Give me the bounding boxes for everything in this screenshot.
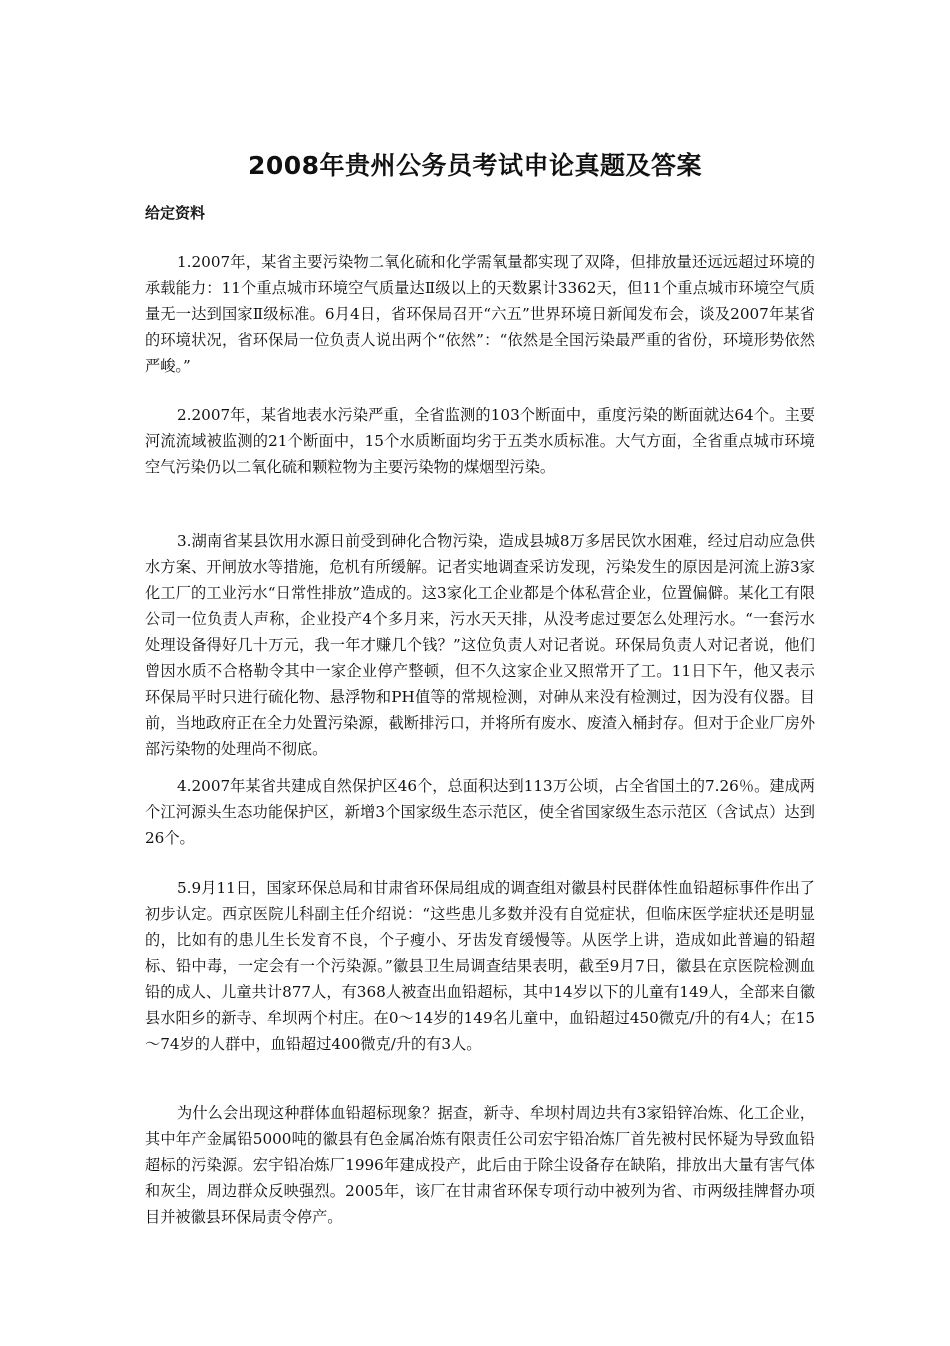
paragraph-2: 2.2007年，某省地表水污染严重，全省监测的103个断面中，重度污染的断面就达64个。主要河流流域被监测的21个断面中，15个水质断面均劣于五类水质标准。大气方面，全省重点城市环境空气污染仍以二氧化硫和颗粒物为主要污染物的煤烟型污染。: [145, 406, 815, 476]
paragraph-4: 4.2007年某省共建成自然保护区46个，总面积达到113万公顷，占全省国土的7.26％。建成两个江河源头生态功能保护区，新增3个国家级生态示范区，使全省国家级生态示范区（含试点）达到26个。: [145, 777, 815, 847]
paragraph-6: 为什么会出现这种群体血铅超标现象？据查，新寺、牟坝村周边共有3家铅锌冶炼、化工企业，其中年产金属铅5000吨的徽县有色金属冶炼有限责任公司宏宇铅冶炼厂首先被村民怀疑为导致血铅超标的污染源。宏宇铅冶炼厂1996年建成投产，此后由于除尘设备存在缺陷，排放出大量有害气体和灰尘，周边群众反映强烈。2005年，该厂在甘肃省环保专项行动中被列为省、市两级挂牌督办项目并被徽县环保局责令停产。: [145, 1104, 815, 1226]
document-title: 2008年贵州公务员考试申论真题及答案: [247, 150, 703, 180]
paragraph-3: 3.湖南省某县饮用水源日前受到砷化合物污染，造成县城8万多居民饮水困难，经过启动应急供水方案、开闸放水等措施，危机有所缓解。记者实地调查采访发现，污染发生的原因是河流上游3家化工厂的工业污水“日常性排放”造成的。这3家化工企业都是个体私营企业，位置偏僻。某化工有限公司一位负责人声称，企业投产4个多月来，污水天天排，从没考虑过要怎么处理污水。“一套污水处理设备得好几十万元，我一年才赚几个钱？”这位负责人对记者说。环保局负责人对记者说，他们曾因水质不合格勒令其中一家企业停产整顿，但不久这家企业又照常开了工。11日下午，他又表示环保局平时只进行硫化物、悬浮物和PH值等的常规检测，对砷从来没有检测过，因为没有仪器。目前，当地政府正在全力处置污染源，截断排污口，并将所有废水、废渣入桶封存。但对于企业厂房外部污染物的处理尚不彻底。: [145, 532, 815, 758]
paragraph-1: 1.2007年，某省主要污染物二氧化硫和化学需氧量都实现了双降，但排放量还远远超过环境的承载能力：11个重点城市环境空气质量达Ⅱ级以上的天数累计3362天，但11个重点城市环境空气质量无一达到国家Ⅱ级标准。6月4日，省环保局召开“六五”世界环境日新闻发布会，谈及2007年某省的环境状况，省环保局一位负责人说出两个“依然”：“依然是全国污染最严重的省份，环境形势依然严峻。”: [145, 253, 815, 375]
paragraph-5: 5.9月11日，国家环保总局和甘肃省环保局组成的调查组对徽县村民群体性血铅超标事件作出了初步认定。西京医院儿科副主任介绍说：“这些患儿多数并没有自觉症状，但临床医学症状还是明显的，比如有的患儿生长发育不良，个子瘦小、牙齿发育缓慢等。从医学上讲，造成如此普遍的铅超标、铅中毒，一定会有一个污染源。”徽县卫生局调查结果表明，截至9月7日，徽县在京医院检测血铅的成人、儿童共计877人，有368人被查出血铅超标，其中14岁以下的儿童有149人，全部来自徽县水阳乡的新寺、牟坝两个村庄。在0～14岁的149名儿童中，血铅超过450微克/升的有4人；在15～74岁的人群中，血铅超过400微克/升的有3人。: [145, 879, 815, 1053]
section-heading: 给定资料: [145, 204, 206, 222]
